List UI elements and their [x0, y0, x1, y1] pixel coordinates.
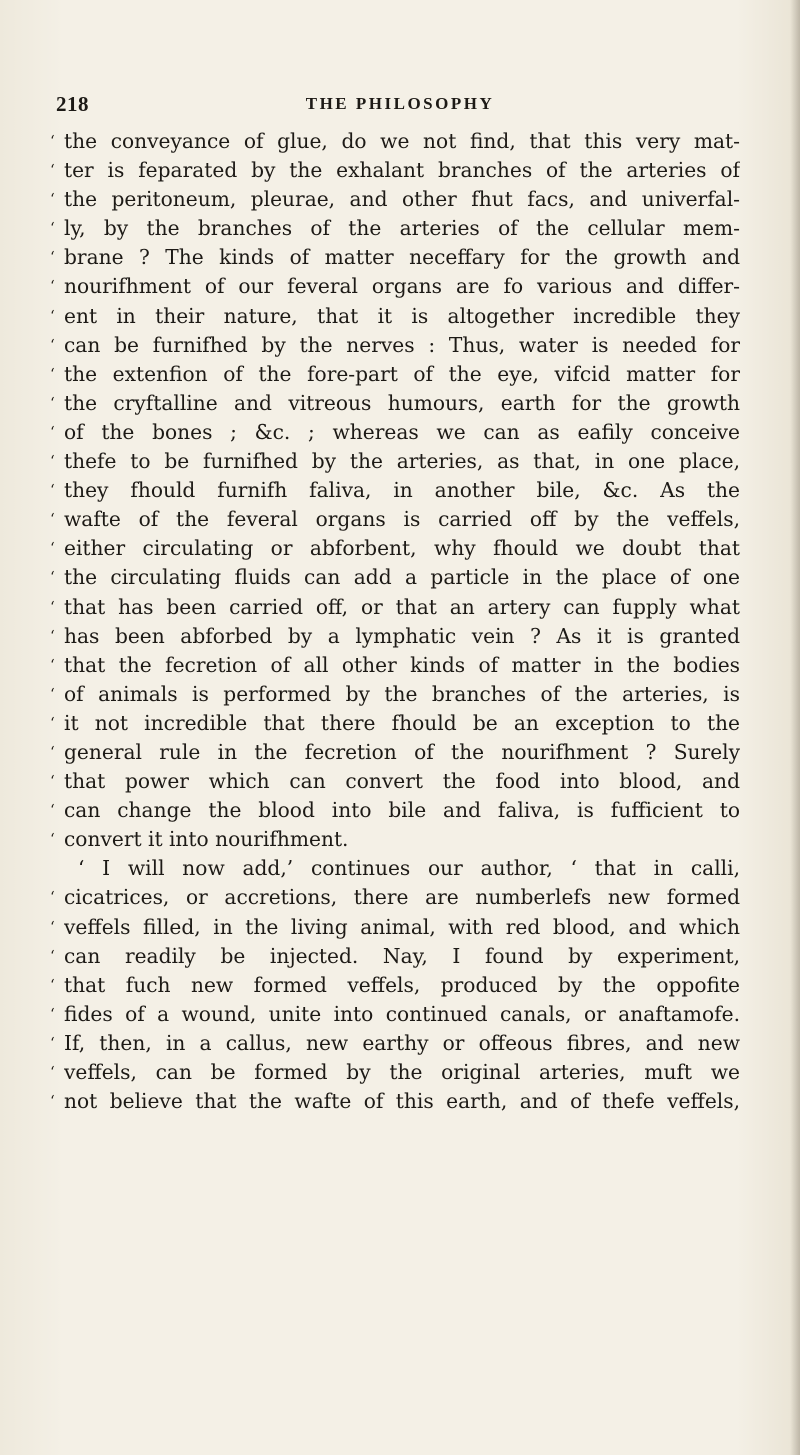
- quote-mark: [50, 854, 78, 883]
- text-line: [50, 505, 740, 534]
- text-line-content: that the fecretion of all other kinds of matter in the bodies: [64, 652, 740, 677]
- text-line: [50, 272, 740, 301]
- quote-mark: ‘: [50, 364, 55, 383]
- text-line: [50, 185, 740, 214]
- text-line: [50, 476, 740, 505]
- text-line-content: cicatrices, or accretions, there are numberlefs new formed: [64, 885, 740, 910]
- page-number: 218: [56, 92, 89, 116]
- text-line-content: the conveyance of glue, do we not find, that this very mat-: [64, 129, 740, 153]
- quote-mark: ‘: [50, 917, 55, 936]
- text-line-content: veffels, can be formed by the original arteries, muft we: [64, 1060, 740, 1084]
- text-line: [50, 1087, 740, 1116]
- text-line: [50, 825, 740, 854]
- quote-mark: ‘: [50, 132, 55, 150]
- page-header: [0, 92, 800, 122]
- text-line-content: has been abforbed by a lymphatic vein ? As it is granted: [64, 623, 740, 648]
- quote-mark: ‘: [50, 452, 55, 471]
- text-line-content: the cryftalline and vitreous humours, earth for the growth: [64, 390, 740, 415]
- text-line-content: the circulating fluids can add a particle in the place of one: [64, 565, 740, 590]
- quote-mark: ‘: [50, 742, 55, 761]
- text-line: [50, 214, 740, 243]
- text-line-content: of the bones ; &c. ; whereas we can as eafily conceive: [64, 419, 740, 444]
- text-line: [50, 1058, 740, 1087]
- quote-mark: ‘: [50, 772, 55, 791]
- text-line-content: can change the blood into bile and faliva, is fufficient to: [64, 798, 740, 823]
- text-line: [50, 738, 740, 767]
- text-line-content: the extenfion of the fore-part of the eye, vifcid matter for: [64, 361, 740, 386]
- quote-mark: ‘: [50, 1092, 55, 1111]
- text-line: [50, 156, 740, 185]
- text-line: [50, 796, 740, 825]
- quote-mark: ‘: [50, 801, 55, 820]
- text-line: [50, 331, 740, 360]
- text-line: [50, 767, 740, 796]
- text-line: [50, 127, 740, 156]
- text-line-content: thefe to be furnifhed by the arteries, as that, in one place,: [64, 449, 740, 474]
- quote-mark: ‘: [50, 190, 55, 209]
- text-line-content: it not incredible that there fhould be an exception to the: [64, 710, 740, 735]
- text-line-content: ly, by the branches of the arteries of the cellular mem-: [64, 216, 740, 241]
- quote-mark: ‘: [50, 655, 55, 674]
- text-line-content: general rule in the fecretion of the nourifhment ? Surely: [64, 739, 740, 764]
- text-line-content: ent in their nature, that it is altogether incredible they: [64, 303, 740, 328]
- text-line-content: they fhould furnifh faliva, in another bile, &c. As the: [64, 478, 740, 503]
- text-line: [50, 389, 740, 418]
- quote-mark: ‘: [50, 1004, 55, 1023]
- quote-mark: ‘: [50, 713, 55, 732]
- text-line: [50, 651, 740, 680]
- quote-mark: ‘: [50, 1033, 55, 1052]
- quote-mark: ‘: [50, 335, 55, 354]
- text-line-content: not believe that the wafte of this earth, and of thefe veffels,: [64, 1089, 740, 1114]
- text-line: [50, 447, 740, 476]
- text-line-content: fides of a wound, unite into continued canals, or anaftamofe.: [64, 1001, 740, 1026]
- text-line: [50, 360, 740, 389]
- text-line: [50, 302, 740, 331]
- text-line: [50, 942, 740, 971]
- text-line-content: ‘ I will now add,’ continues our author, ‘ that in calli,: [78, 856, 740, 881]
- text-line-content: brane ? The kinds of matter neceffary for the growth and: [64, 245, 740, 270]
- text-line-content: of animals is performed by the branches of the arteries, is: [64, 681, 740, 706]
- quote-mark: ‘: [50, 975, 55, 994]
- text-line: [50, 854, 740, 883]
- quote-mark: ‘: [50, 539, 55, 558]
- quote-mark: ‘: [50, 219, 55, 238]
- quote-mark: ‘: [50, 481, 55, 500]
- text-line-content: either circulating or abforbent, why fhould we doubt that: [64, 536, 740, 561]
- text-line-content: If, then, in a callus, new earthy or offeous fibres, and new: [64, 1030, 740, 1055]
- text-line-content: veffels filled, in the living animal, with red blood, and which: [64, 914, 740, 939]
- text-line: [50, 709, 740, 738]
- page-edge-shadow: [790, 0, 800, 1455]
- text-line: [50, 593, 740, 622]
- quote-mark: ‘: [50, 1063, 55, 1081]
- text-line: [50, 563, 740, 592]
- text-line: [50, 680, 740, 709]
- quote-mark: ‘: [50, 946, 55, 965]
- quote-mark: ‘: [50, 888, 55, 907]
- text-line: [50, 1029, 740, 1058]
- text-line: [50, 883, 740, 912]
- quote-mark: ‘: [50, 161, 55, 180]
- quote-mark: ‘: [50, 684, 55, 703]
- text-line: [50, 243, 740, 272]
- text-line-content: that has been carried off, or that an artery can fupply what: [64, 594, 740, 619]
- quote-mark: ‘: [50, 422, 55, 441]
- text-line: [50, 971, 740, 1000]
- text-line-content: convert it into nourifhment.: [64, 827, 349, 852]
- text-line-content: can be furnifhed by the nerves : Thus, water is needed for: [64, 332, 740, 357]
- text-line-content: nourifhment of our feveral organs are fo various and differ-: [64, 274, 740, 299]
- quote-mark: ‘: [50, 510, 55, 529]
- quote-mark: ‘: [50, 277, 55, 296]
- text-line: [50, 534, 740, 563]
- running-head: THE PHILOSOPHY: [305, 94, 495, 113]
- quote-mark: ‘: [50, 568, 55, 587]
- text-line-content: ter is feparated by the exhalant branches of the arteries of: [64, 158, 740, 183]
- quote-mark: ‘: [50, 393, 55, 412]
- text-line: [50, 418, 740, 447]
- text-line-content: that fuch new formed veffels, produced by the oppofite: [64, 972, 740, 997]
- text-line-content: wafte of the feveral organs is carried off by the veffels,: [64, 507, 740, 532]
- quote-mark: ‘: [50, 626, 55, 645]
- text-line: [50, 1000, 740, 1029]
- text-line-content: the peritoneum, pleurae, and other fhut facs, and univerfal-: [64, 187, 740, 212]
- quote-mark: ‘: [50, 597, 55, 616]
- quote-mark: ‘: [50, 248, 55, 267]
- text-line-content: can readily be injected. Nay, I found by experiment,: [64, 943, 740, 968]
- quote-mark: ‘: [50, 306, 55, 325]
- text-line-content: that power which can convert the food into blood, and: [64, 769, 740, 794]
- text-line: [50, 913, 740, 942]
- text-line: [50, 622, 740, 651]
- quote-mark: ‘: [50, 830, 55, 849]
- body-text: [50, 127, 740, 1116]
